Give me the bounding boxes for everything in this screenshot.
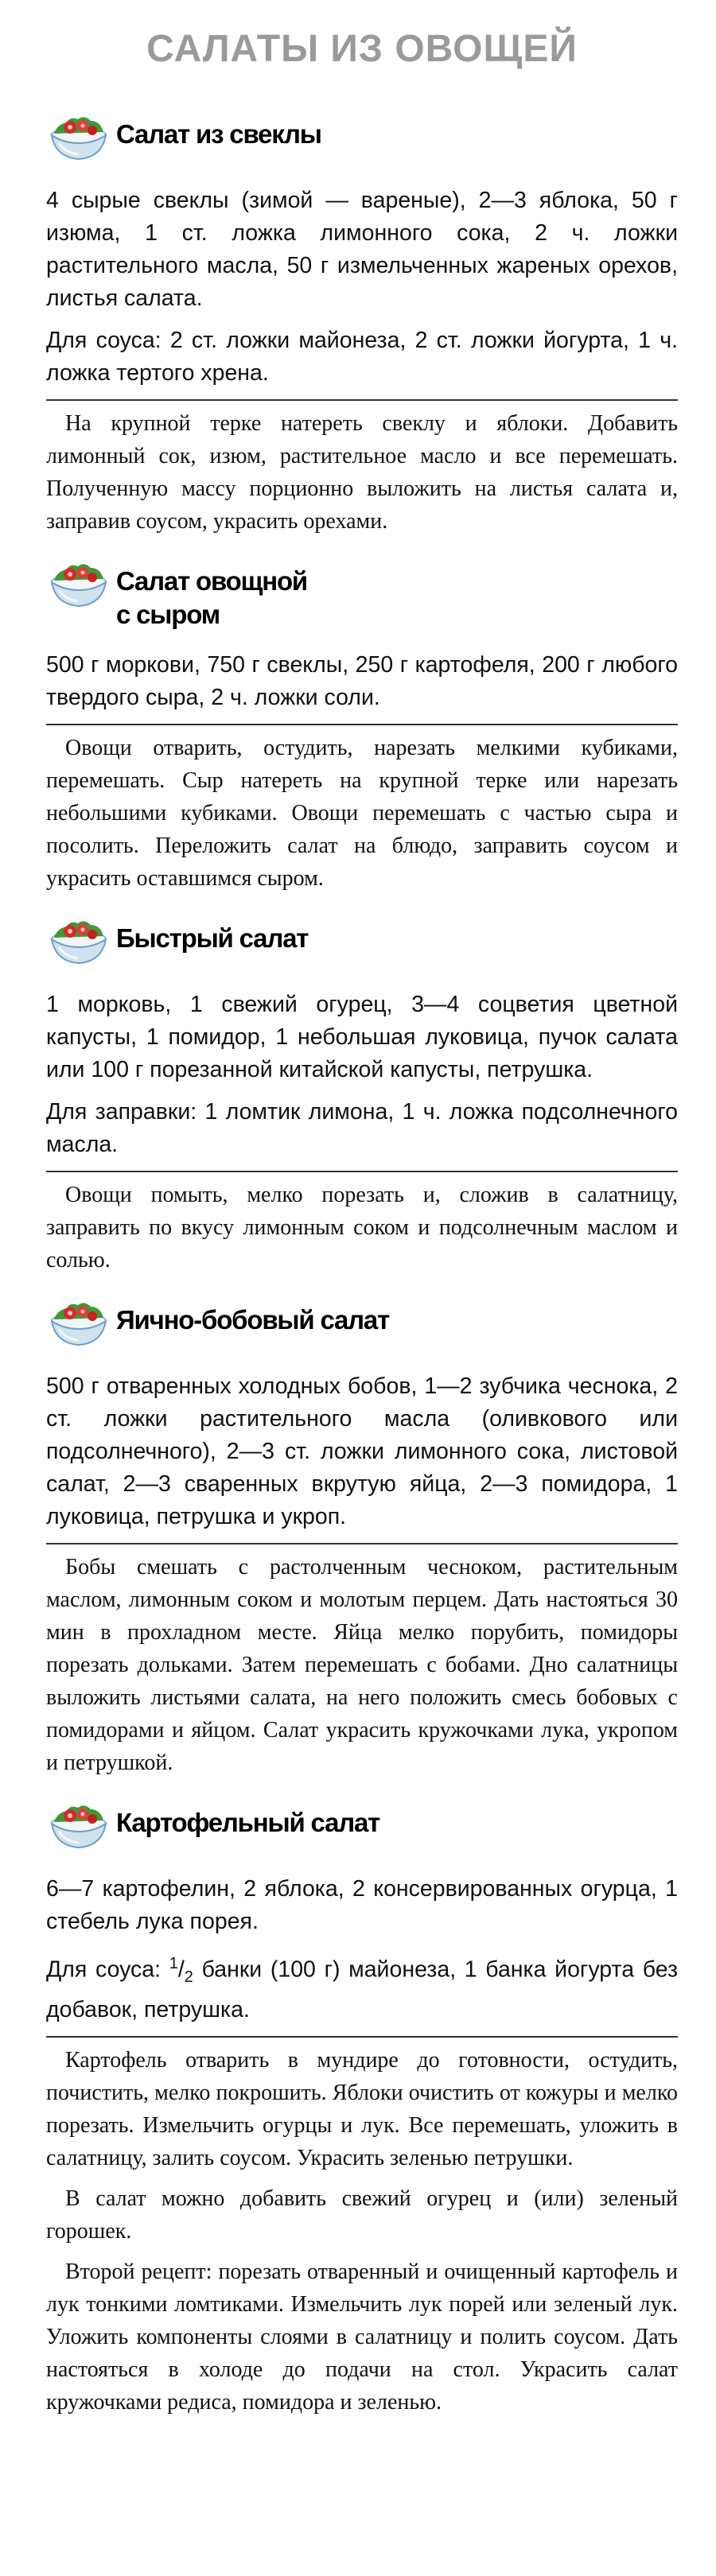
salad-bowl-icon xyxy=(46,1800,111,1855)
recipe-ingredients: 6—7 картофелин, 2 яблока, 2 консервированных огурца, 1 стебель лука порея. xyxy=(46,1876,678,1934)
recipe-sauce: Для заправки: 1 ломтик лимона, 1 ч. ложка подсолнечного масла. xyxy=(46,1099,678,1157)
recipe-header xyxy=(46,922,678,971)
divider xyxy=(46,724,678,725)
recipe-vegetable-cheese-salad xyxy=(46,565,678,895)
recipe-sauce: Для соуса: $^1/_2$ банки (100 г) майонеза, 1 банка йогурта без добавок, петрушка. xyxy=(46,1955,679,2023)
salad-bowl-icon xyxy=(46,915,111,971)
sauce-prefix: Для соуса: xyxy=(46,1956,169,1983)
recipe-title: Салат овощной с сыром xyxy=(116,566,308,629)
divider xyxy=(46,2036,678,2038)
page-title: САЛАТЫ ИЗ ОВОЩЕЙ xyxy=(146,28,578,70)
recipe-ingredients: 1 морковь, 1 свежий огурец, 3—4 соцветия цветной капусты, 1 помидор, 1 небольшая луковица, пучок салата или 100 г порезанной китайской капусты, петрушка. xyxy=(46,992,678,1082)
recipe-method-note: В салат можно добавить свежий огурец и (или) зеленый горошек. xyxy=(46,2186,678,2244)
recipe-potato-salad xyxy=(46,1806,678,2419)
salad-bowl-icon xyxy=(46,558,111,614)
recipe-method-alternative: Второй рецепт: порезать отваренный и очищенный картофель и лук тонкими ломтиками. Измельчить лук порей или зеленый лук. Уложить компоненты слоями в салатницу и полить соусом. Дать настояться в холоде до подачи на стол. Украсить салат кружочками редиса, помидора и зеленью. xyxy=(46,2259,678,2415)
recipe-title: Картофельный салат xyxy=(116,1808,380,1837)
recipe-header xyxy=(46,1304,678,1353)
divider xyxy=(46,399,678,401)
recipe-header xyxy=(46,1806,678,1855)
divider xyxy=(46,1543,678,1544)
sauce-rest: банки (100 г) майонеза, 1 банка йогурта без добавок, петрушка. xyxy=(46,1956,679,2023)
recipe-header xyxy=(46,118,678,167)
recipe-ingredients: 4 сырые свеклы (зимой — вареные), 2—3 яблока, 50 г изюма, 1 ст. ложка лимонного сока, 2 ч. ложки растительного масла, 50 г измельченных жареных орехов, листья салата. xyxy=(46,188,678,311)
recipe-quick-salad xyxy=(46,922,678,1276)
fraction-denominator: 2 xyxy=(184,1968,193,1987)
recipe-title: Салат из свеклы xyxy=(116,119,321,149)
recipe-sauce: Для соуса: 2 ст. ложки майонеза, 2 ст. ложки йогурта, 1 ч. ложка тертого хрена. xyxy=(46,328,678,386)
recipe-egg-bean-salad xyxy=(46,1304,678,1779)
recipe-method: Овощи отварить, остудить, нарезать мелкими кубиками, перемешать. Сыр натереть на крупной терке или нарезать небольшими кубиками. Овощи перемешать с частью сыра и посолить. Переложить салат на блюдо, заправить соусом и украсить оставшимся сыром. xyxy=(46,736,678,891)
fraction-numerator: 1 xyxy=(169,1955,178,1972)
salad-bowl-icon xyxy=(46,111,111,167)
divider xyxy=(46,1171,678,1172)
recipe-title: Яично-бобовый салат xyxy=(116,1305,390,1335)
recipe-ingredients: 500 г отваренных холодных бобов, 1—2 зубчика чеснока, 2 ст. ложки растительного масла (оливкового или подсолнечного), 2—3 ст. ложки лимонного сока, листовой салат, 2—3 сваренных вкрутую яйца, 2—3 помидора, 1 луковица, петрушка и укроп. xyxy=(46,1373,678,1529)
recipe-ingredients: 500 г моркови, 750 г свеклы, 250 г картофеля, 200 г любого твердого сыра, 2 ч. ложки соли. xyxy=(46,652,678,710)
recipe-method: Овощи помыть, мелко порезать и, сложив в салатницу, заправить по вкусу лимонным соком и подсолнечным маслом и солью. xyxy=(46,1183,678,1272)
recipe-method: Бобы смешать с растолченным чесноком, растительным маслом, лимонным соком и молотым перцем. Дать настояться 30 мин в прохладном месте. Яйца мелко порубить, помидоры порезать дольками. Затем перемешать с бобами. Дно салатницы выложить листьями салата, на него положить смесь бобовых с помидорами и яйцом. Салат украсить кружочками лука, укропом и петрушкой. xyxy=(46,1555,678,1775)
recipe-beet-salad xyxy=(46,118,678,538)
salad-bowl-icon xyxy=(46,1297,111,1353)
recipe-title: Быстрый салат xyxy=(116,923,309,953)
recipe-method: Картофель отварить в мундире до готовности, остудить, почистить, мелко покрошить. Яблоки очистить от кожуры и мелко порезать. Измельчить огурцы и лук. Все перемешать, уложить в салатницу, залить соусом. Украсить зеленью петрушки. xyxy=(46,2048,678,2171)
recipe-header xyxy=(46,565,678,631)
recipe-method: На крупной терке натереть свеклу и яблоки. Добавить лимонный сок, изюм, растительное масло и все перемешать. Полученную массу порционно выложить на листья салата и, заправив соусом, украсить орехами. xyxy=(46,411,678,534)
